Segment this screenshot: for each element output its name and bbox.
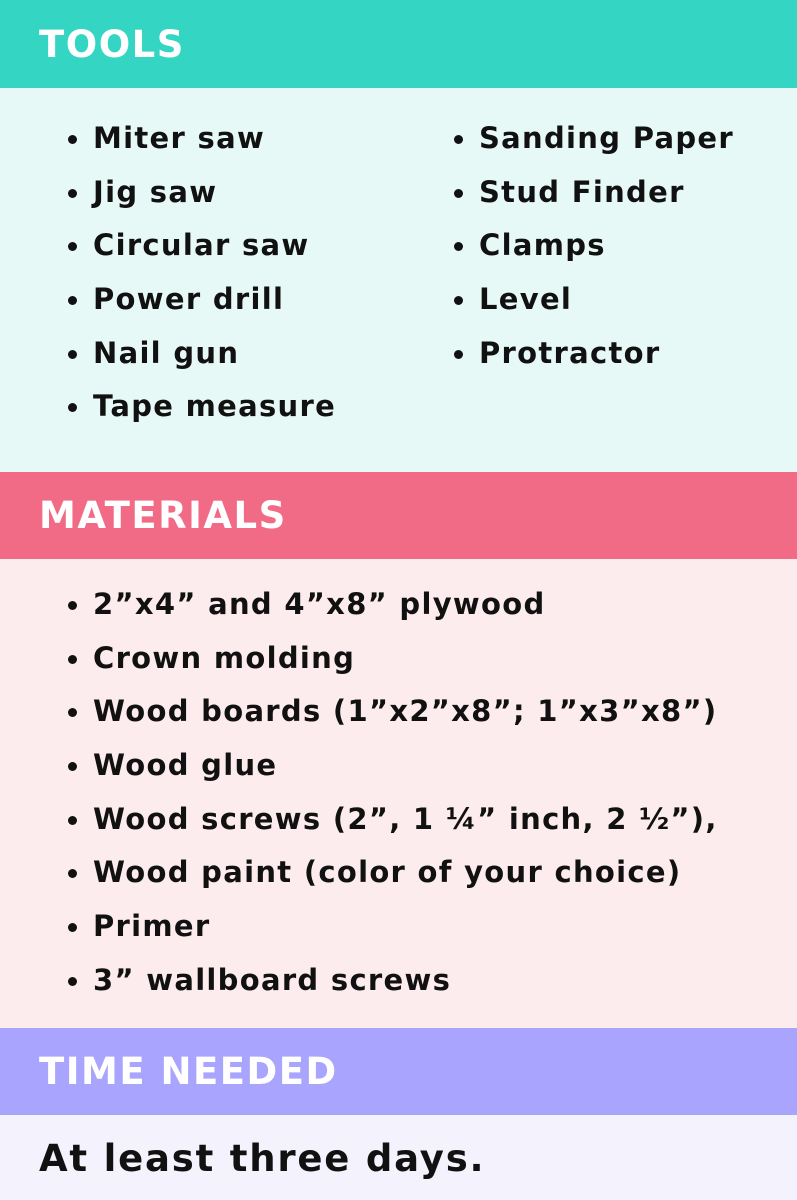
tools-body — [0, 88, 797, 472]
list-item: 2”x4” and 4”x8” plywood — [68, 578, 718, 632]
tools-list-left — [68, 112, 336, 434]
bullet-icon — [68, 189, 77, 198]
tools-header — [0, 0, 797, 88]
materials-title: MATERIALS — [39, 494, 287, 537]
bullet-icon — [454, 189, 463, 198]
bullet-icon — [454, 296, 463, 305]
list-item: Clamps — [454, 219, 734, 273]
tools-section — [0, 0, 797, 472]
bullet-icon — [68, 869, 77, 878]
materials-body — [0, 559, 797, 1028]
time-text: At least three days. — [39, 1137, 486, 1180]
list-item: Circular saw — [68, 219, 336, 273]
bullet-icon — [68, 816, 77, 825]
time-title: TIME NEEDED — [39, 1050, 338, 1093]
list-item: Wood glue — [68, 739, 718, 793]
bullet-icon — [454, 135, 463, 144]
list-item: Miter saw — [68, 112, 336, 166]
bullet-icon — [68, 923, 77, 932]
bullet-icon — [68, 977, 77, 986]
list-item: Stud Finder — [454, 166, 734, 220]
bullet-icon — [68, 708, 77, 717]
bullet-icon — [454, 350, 463, 359]
list-item: Level — [454, 273, 734, 327]
time-section — [0, 1028, 797, 1200]
list-item: Protractor — [454, 327, 734, 381]
tools-list-right — [454, 112, 734, 380]
list-item: Primer — [68, 900, 718, 954]
materials-list — [68, 578, 718, 1008]
bullet-icon — [68, 350, 77, 359]
list-item: Wood boards (1”x2”x8”; 1”x3”x8”) — [68, 685, 718, 739]
list-item: Tape measure — [68, 380, 336, 434]
materials-header — [0, 472, 797, 559]
bullet-icon — [68, 242, 77, 251]
materials-section — [0, 472, 797, 1028]
list-item: 3” wallboard screws — [68, 954, 718, 1008]
list-item: Power drill — [68, 273, 336, 327]
bullet-icon — [68, 403, 77, 412]
bullet-icon — [68, 655, 77, 664]
tools-title: TOOLS — [39, 22, 185, 66]
bullet-icon — [68, 762, 77, 771]
list-item: Jig saw — [68, 166, 336, 220]
bullet-icon — [68, 601, 77, 610]
list-item: Crown molding — [68, 632, 718, 686]
bullet-icon — [454, 242, 463, 251]
list-item: Wood paint (color of your choice) — [68, 846, 718, 900]
list-item: Wood screws (2”, 1 ¼” inch, 2 ½”), — [68, 793, 718, 847]
time-body — [0, 1115, 797, 1200]
list-item: Sanding Paper — [454, 112, 734, 166]
list-item: Nail gun — [68, 327, 336, 381]
time-header — [0, 1028, 797, 1115]
bullet-icon — [68, 135, 77, 144]
bullet-icon — [68, 296, 77, 305]
